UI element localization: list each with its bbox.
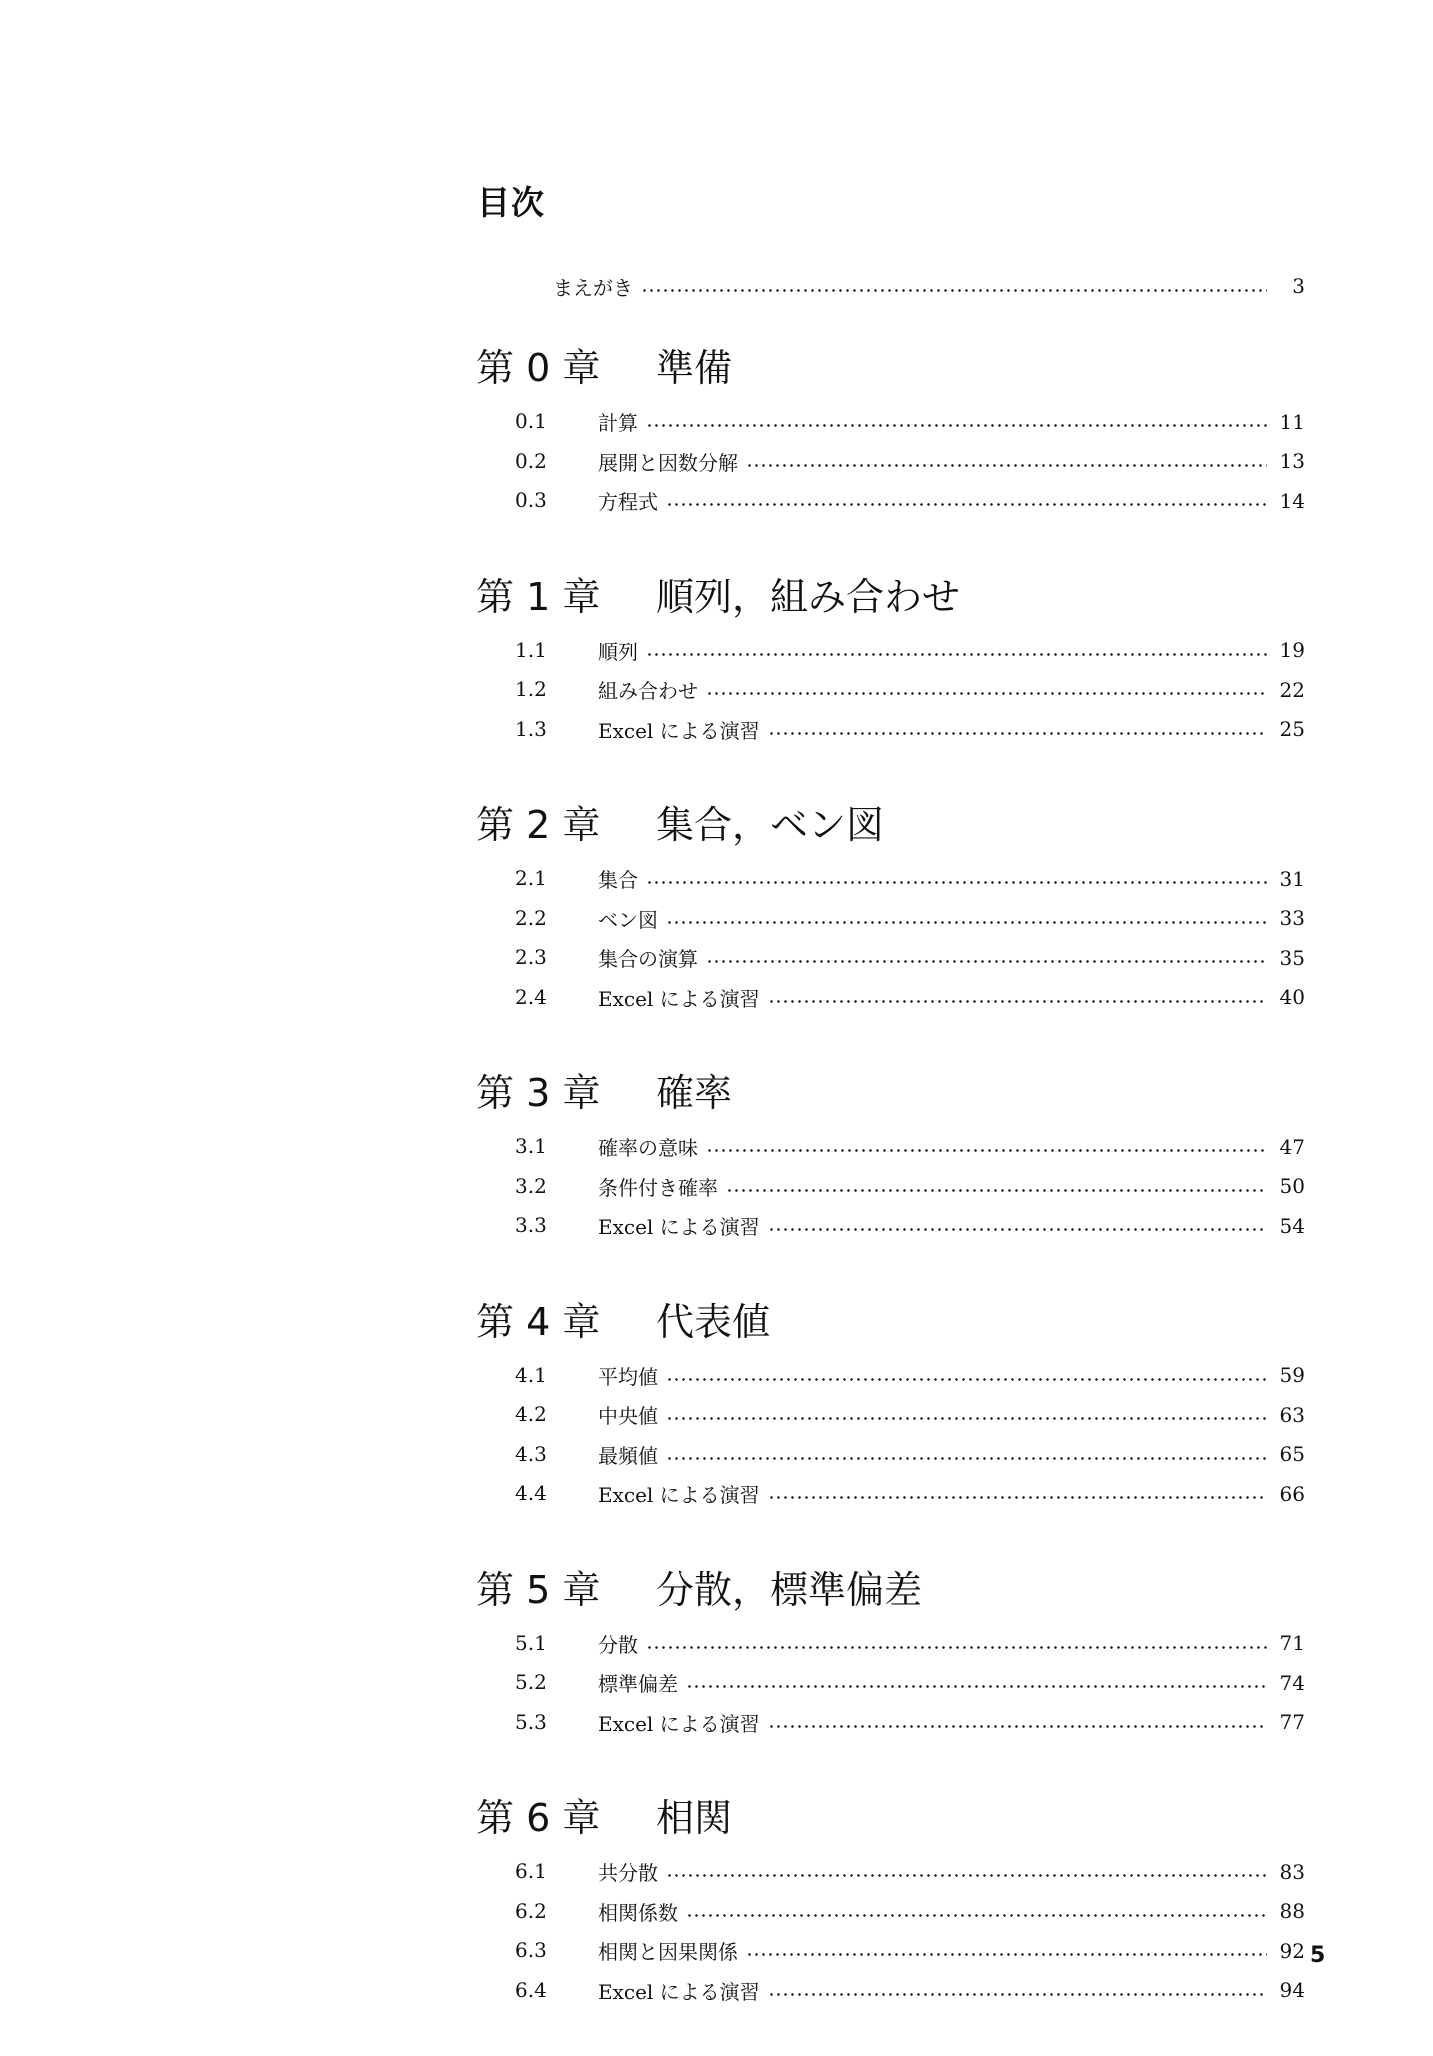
chapter-label: 第 0 章 [476, 346, 601, 390]
section-entry[interactable] [0, 859, 1433, 899]
section-number: 2.3 [515, 945, 547, 969]
preface-page-number: 3 [1292, 274, 1305, 298]
dot-leader [666, 1417, 1267, 1420]
section-line [598, 442, 1305, 482]
section-page-number: 54 [1279, 1213, 1305, 1238]
section-number: 5.2 [515, 1670, 547, 1694]
section-line [598, 631, 1305, 671]
chapter-title: 相関 [656, 1796, 733, 1840]
section-title: 集合の演算 [598, 947, 698, 972]
section-number: 6.1 [515, 1859, 547, 1883]
page-number: 5 [1310, 1943, 1326, 1968]
section-number: 2.2 [515, 905, 547, 930]
section-entry[interactable] [0, 1931, 1433, 1971]
section-page-number: 22 [1279, 677, 1305, 702]
section-entry[interactable] [0, 1127, 1433, 1167]
chapter-heading[interactable] [0, 1292, 1433, 1352]
section-line [598, 1663, 1305, 1703]
dot-leader [686, 1914, 1267, 1917]
section-page-number: 47 [1279, 1134, 1305, 1159]
chapter-label: 第 3 章 [476, 1071, 601, 1115]
section-number: 5.1 [515, 1630, 547, 1655]
section-title: 共分散 [598, 1861, 658, 1886]
section-page-number: 74 [1279, 1670, 1305, 1695]
section-entry[interactable] [0, 1663, 1433, 1703]
section-entry[interactable] [0, 1892, 1433, 1932]
dot-leader [666, 1378, 1267, 1381]
section-title: 方程式 [598, 490, 658, 515]
section-title: Excel による演習 [598, 1483, 760, 1508]
section-entry[interactable] [0, 631, 1433, 671]
dot-leader [666, 1874, 1267, 1877]
chapter-title: 分散，標準偏差 [656, 1567, 923, 1612]
preface-entry[interactable] [553, 267, 1305, 305]
section-page-number: 35 [1279, 945, 1305, 970]
dot-leader [726, 1189, 1267, 1192]
section-title: 計算 [598, 411, 638, 436]
section-page-number: 83 [1279, 1859, 1305, 1884]
chapter-title: 代表値 [656, 1299, 771, 1344]
section-number: 6.2 [515, 1898, 547, 1923]
section-title: Excel による演習 [598, 1215, 760, 1240]
section-entry[interactable] [0, 1624, 1433, 1664]
section-page-number: 31 [1279, 866, 1305, 891]
section-line [598, 899, 1305, 939]
section-line [598, 859, 1305, 899]
section-entry[interactable] [0, 1852, 1433, 1892]
section-line [598, 978, 1305, 1018]
section-title: 集合 [598, 868, 638, 893]
section-page-number: 66 [1279, 1481, 1305, 1506]
section-entry[interactable] [0, 481, 1433, 521]
section-number: 1.1 [515, 637, 547, 662]
section-number: 1.3 [515, 716, 547, 741]
dot-leader [646, 424, 1267, 427]
section-line [598, 1167, 1305, 1207]
section-page-number: 14 [1279, 488, 1305, 513]
dot-leader [686, 1685, 1267, 1688]
dot-leader [768, 1000, 1267, 1003]
chapter-title: 順列，組み合わせ [656, 574, 961, 619]
section-title: 標準偏差 [598, 1672, 678, 1697]
chapter-label: 第 5 章 [476, 1567, 601, 1612]
section-number: 0.1 [515, 409, 547, 433]
section-title: 最頻値 [598, 1443, 658, 1468]
section-entry[interactable] [0, 442, 1433, 482]
section-entry[interactable] [0, 1167, 1433, 1207]
chapter-label: 第 1 章 [476, 574, 601, 619]
section-title: 組み合わせ [598, 679, 698, 704]
section-number: 3.1 [515, 1134, 547, 1158]
section-line [598, 402, 1305, 442]
section-entry[interactable] [0, 1435, 1433, 1475]
section-list [0, 1127, 1433, 1246]
chapter-heading[interactable] [0, 1788, 1433, 1848]
section-number: 3.3 [515, 1213, 547, 1237]
section-line [598, 1435, 1305, 1475]
section-list [0, 631, 1433, 750]
section-page-number: 25 [1279, 717, 1305, 742]
section-list [0, 1624, 1433, 1743]
section-page-number: 88 [1279, 1899, 1305, 1924]
section-list [0, 1852, 1433, 2010]
section-line [598, 1852, 1305, 1892]
chapter-heading[interactable] [0, 795, 1433, 855]
chapter-4 [0, 1292, 1433, 1514]
dot-leader [768, 1496, 1267, 1499]
dot-leader [768, 1993, 1267, 1996]
section-entry[interactable] [0, 1395, 1433, 1435]
chapter-3 [0, 1063, 1433, 1246]
dot-leader [746, 1953, 1267, 1956]
section-title: 平均値 [598, 1364, 658, 1389]
section-page-number: 33 [1279, 906, 1305, 931]
section-list [0, 1356, 1433, 1514]
section-number: 2.1 [515, 866, 547, 890]
chapter-5 [0, 1560, 1433, 1743]
section-line [598, 1971, 1305, 2011]
section-entry[interactable] [0, 1703, 1433, 1743]
chapter-heading[interactable] [0, 1063, 1433, 1123]
section-entry[interactable] [0, 899, 1433, 939]
section-number: 1.2 [515, 677, 547, 701]
dot-leader [641, 289, 1267, 292]
section-line [598, 1474, 1305, 1514]
section-title: 中央値 [598, 1404, 658, 1429]
dot-leader [666, 1457, 1267, 1460]
section-title: 条件付き確率 [598, 1175, 718, 1200]
section-page-number: 65 [1279, 1442, 1305, 1467]
chapter-label: 第 4 章 [476, 1299, 601, 1344]
preface-title: まえがき [553, 275, 633, 300]
section-entry[interactable] [0, 402, 1433, 442]
chapter-title: 確率 [656, 1071, 733, 1115]
section-page-number: 71 [1279, 1631, 1305, 1656]
section-list [0, 402, 1433, 521]
section-title: Excel による演習 [598, 1979, 760, 2004]
section-entry[interactable] [0, 710, 1433, 750]
dot-leader [646, 653, 1267, 656]
chapter-title: 集合，ベン図 [656, 803, 885, 847]
section-title: 相関と因果関係 [598, 1940, 738, 1965]
section-line [598, 938, 1305, 978]
section-page-number: 59 [1279, 1363, 1305, 1388]
chapter-heading[interactable] [0, 1560, 1433, 1620]
section-page-number: 40 [1279, 985, 1305, 1010]
dot-leader [646, 881, 1267, 884]
chapter-heading[interactable] [0, 567, 1433, 627]
section-line [598, 1127, 1305, 1167]
section-line [598, 1892, 1305, 1932]
chapter-0 [0, 338, 1433, 521]
section-title: ベン図 [598, 907, 658, 932]
chapter-6 [0, 1788, 1433, 2010]
section-number: 4.1 [515, 1362, 547, 1387]
section-title: Excel による演習 [598, 986, 760, 1011]
section-number: 2.4 [515, 984, 547, 1009]
section-line [598, 710, 1305, 750]
section-title: 展開と因数分解 [598, 450, 738, 475]
section-entry[interactable] [0, 938, 1433, 978]
section-title: 順列 [598, 639, 638, 664]
section-number: 3.2 [515, 1173, 547, 1198]
section-page-number: 50 [1279, 1174, 1305, 1199]
section-line [598, 1356, 1305, 1396]
dot-leader [768, 732, 1267, 735]
section-page-number: 92 [1279, 1938, 1305, 1963]
section-line [598, 1703, 1305, 1743]
toc-title: 目次 [477, 183, 545, 222]
section-page-number: 63 [1279, 1402, 1305, 1427]
section-title: 相関係数 [598, 1900, 678, 1925]
section-entry[interactable] [0, 1474, 1433, 1514]
section-line [598, 1206, 1305, 1246]
section-number: 4.2 [515, 1402, 547, 1426]
chapter-1 [0, 567, 1433, 750]
section-title: 分散 [598, 1632, 638, 1657]
section-entry[interactable] [0, 670, 1433, 710]
dot-leader [706, 692, 1267, 695]
section-page-number: 77 [1279, 1710, 1305, 1735]
chapter-label: 第 6 章 [476, 1796, 601, 1840]
dot-leader [666, 921, 1267, 924]
section-title: Excel による演習 [598, 718, 760, 743]
dot-leader [746, 464, 1267, 467]
chapter-heading[interactable] [0, 338, 1433, 398]
section-line [598, 1624, 1305, 1664]
section-line [598, 670, 1305, 710]
section-title: 確率の意味 [598, 1136, 698, 1161]
section-number: 5.3 [515, 1709, 547, 1734]
section-entry[interactable] [0, 1206, 1433, 1246]
section-page-number: 13 [1279, 449, 1305, 474]
section-line [598, 481, 1305, 521]
section-title: Excel による演習 [598, 1711, 760, 1736]
section-number: 4.3 [515, 1441, 547, 1466]
section-line [598, 1931, 1305, 1971]
chapter-label: 第 2 章 [476, 803, 601, 847]
section-page-number: 11 [1279, 409, 1305, 434]
dot-leader [768, 1725, 1267, 1728]
section-entry[interactable] [0, 1356, 1433, 1396]
section-number: 4.4 [515, 1481, 547, 1505]
section-entry[interactable] [0, 978, 1433, 1018]
section-list [0, 859, 1433, 1017]
chapter-list [0, 338, 1433, 2056]
chapter-2 [0, 795, 1433, 1017]
section-entry[interactable] [0, 1971, 1433, 2011]
section-page-number: 19 [1279, 638, 1305, 663]
section-number: 6.3 [515, 1938, 547, 1962]
dot-leader [768, 1228, 1267, 1231]
section-number: 0.3 [515, 488, 547, 512]
section-line [598, 1395, 1305, 1435]
dot-leader [706, 960, 1267, 963]
dot-leader [666, 503, 1267, 506]
section-page-number: 94 [1279, 1978, 1305, 2003]
section-number: 6.4 [515, 1977, 547, 2002]
chapter-title: 準備 [656, 346, 733, 390]
section-number: 0.2 [515, 448, 547, 473]
dot-leader [646, 1646, 1267, 1649]
dot-leader [706, 1149, 1267, 1152]
